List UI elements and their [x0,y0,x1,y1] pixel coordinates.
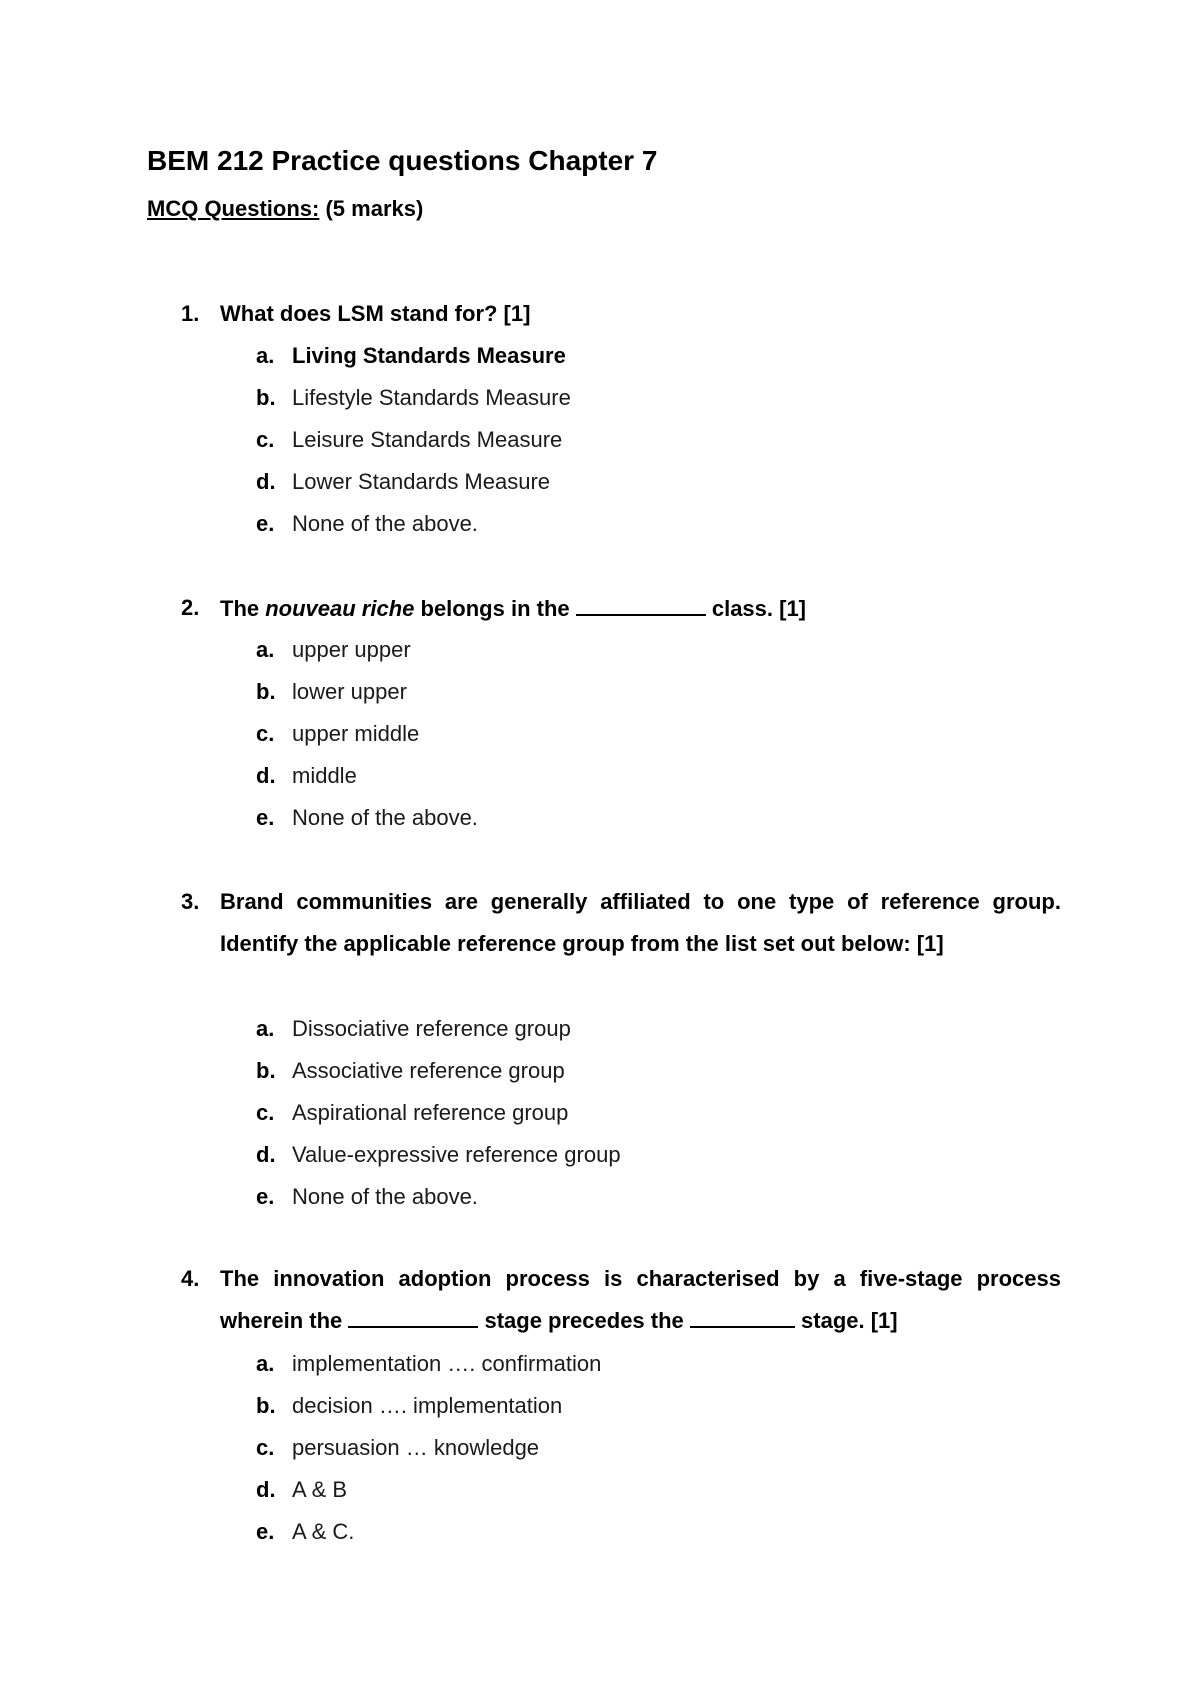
option-letter: d. [256,469,276,494]
option-letter: b. [256,385,276,410]
option-item [0,678,1200,708]
option-item [0,342,1200,372]
option-text: implementation …. confirmation [292,1351,602,1376]
option-text: upper middle [292,721,420,746]
option-letter: d. [256,1142,276,1167]
question-text: Brand communities are generally affiliated to one type of reference group. Identify the applicable reference group from the list set out below: [1] [220,889,1061,956]
option-text: middle [292,763,357,788]
option-text: A & B [292,1477,348,1502]
question-text [220,594,1061,623]
option-letter: a. [256,343,275,368]
question-text-part: stage precedes the [478,1308,690,1333]
option-item [0,804,1200,834]
option-letter: c. [256,427,275,452]
option-item [0,1099,1200,1129]
option-text: Aspirational reference group [292,1100,569,1125]
option-item [0,1392,1200,1422]
option-letter: a. [256,1351,275,1376]
option-item [0,1015,1200,1045]
option-letter: c. [256,1435,275,1460]
option-item [0,510,1200,540]
answer-blank [576,594,706,616]
option-letter: e. [256,1519,275,1544]
question-text: What does LSM stand for? [1] [220,301,531,326]
option-text: decision …. implementation [292,1393,563,1418]
option-letter: e. [256,805,275,830]
option-letter: e. [256,511,275,536]
document-title: BEM 212 Practice questions Chapter 7 [147,145,658,176]
question-text-part: The innovation adoption process is characterised by a five-stage process wherein the [220,1266,1061,1333]
option-letter: a. [256,637,275,662]
option-item [0,1141,1200,1171]
question-text-part: The [220,596,266,621]
option-text: upper upper [292,637,411,662]
option-text: None of the above. [292,511,478,536]
option-text: None of the above. [292,805,478,830]
option-text: Dissociative reference group [292,1016,571,1041]
question-number: 2. [181,595,200,620]
question-text-part: belongs in the [414,596,576,621]
section-label: MCQ Questions: [147,196,320,221]
option-item [0,636,1200,666]
section-marks: (5 marks) [325,196,424,221]
option-item [0,1183,1200,1213]
question-text [220,1258,1061,1342]
option-item [0,762,1200,792]
option-item [0,384,1200,414]
option-item [0,1057,1200,1087]
option-item [0,468,1200,498]
option-text: lower upper [292,679,407,704]
option-text: Value-expressive reference group [292,1142,621,1167]
option-letter: a. [256,1016,275,1041]
option-text: persuasion … knowledge [292,1435,540,1460]
option-text: None of the above. [292,1184,478,1209]
option-item [0,1350,1200,1380]
question-number: 1. [181,301,200,326]
option-letter: e. [256,1184,275,1209]
answer-blank [348,1306,478,1328]
option-letter: c. [256,1100,275,1125]
section-heading [147,195,423,223]
option-letter: b. [256,679,276,704]
option-text: Leisure Standards Measure [292,427,563,452]
option-item [0,1476,1200,1506]
option-text: Lower Standards Measure [292,469,551,494]
option-item [0,1434,1200,1464]
option-text: A & C. [292,1519,355,1544]
option-item [0,720,1200,750]
option-letter: b. [256,1058,276,1083]
option-text: Lifestyle Standards Measure [292,385,571,410]
question-text-part: class. [1] [705,596,807,621]
option-item [0,1518,1200,1548]
question-number: 3. [181,889,200,914]
question-text-italic: nouveau riche [265,596,415,621]
option-letter: d. [256,1477,276,1502]
answer-blank [690,1306,795,1328]
option-letter: d. [256,763,276,788]
question-number: 4. [181,1266,200,1291]
option-letter: c. [256,721,275,746]
option-text: Living Standards Measure [292,343,566,368]
question-text-part: stage. [1] [794,1308,898,1333]
option-text: Associative reference group [292,1058,565,1083]
option-item [0,426,1200,456]
option-letter: b. [256,1393,276,1418]
